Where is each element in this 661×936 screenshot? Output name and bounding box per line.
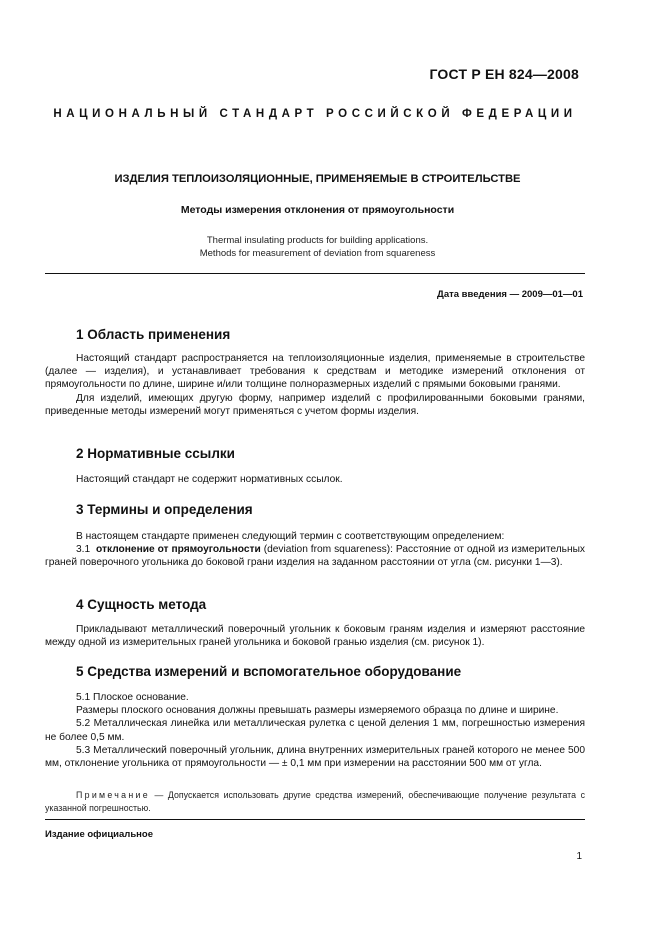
section-5-item-5-2: 5.2 Металлическая линейка или металлическая рулетка с ценой деления 1 мм, погрешностью измерения не более 0,5 мм. [45,718,585,743]
section-2-body [45,473,585,486]
section-1-paragraph-1: Настоящий стандарт распространяется на теплоизоляционные изделия, применяемые в строительстве (далее — изделия), и устанавливает требования к средствам и методике измерений отклонения от прямоугольности по длине, ширине и/или толщине полноразмерных изделий с прямыми боковыми гранями. [45,353,585,391]
section-2-paragraph-1: Настоящий стандарт не содержит нормативных ссылок. [76,474,343,485]
section-1-heading: 1 Область применения [76,327,231,342]
footer-divider [45,819,585,820]
section-5-item-5-3: 5.3 Металлический поверочный угольник, длина внутренних измерительных граней которого не менее 500 мм, отклонение угольника от прямоугольности — ± 0,1 мм при измерении на расстоянии 500 мм от угла. [45,744,585,770]
term-definition-text: (deviation from squareness): Расстояние от одной из измерительных граней поверочного угольника до боковой грани изделия на заданном расстоянии от угла (см. рисунки 1—3). [45,544,585,569]
section-5-heading: 5 Средства измерений и вспомогательное оборудование [76,664,462,679]
section-3-heading: 3 Термины и определения [76,502,253,517]
section-5-item-5-1-detail: Размеры плоского основания должны превышать размеры измеряемого образца по длине и ширине. [76,705,559,717]
section-5-body [45,691,585,770]
section-5-item-5-1: 5.1 Плоское основание. [76,692,189,703]
document-number: ГОСТ Р ЕН 824—2008 [429,66,579,82]
introduction-date: Дата введения — 2009—01—01 [437,289,583,300]
document-subtitle: Методы измерения отклонения от прямоугольности [180,204,455,216]
term-definition [45,543,585,569]
english-title-line-2: Methods for measurement of deviation from squareness [199,248,436,259]
edition-label: Издание официальное [45,829,153,840]
section-4-paragraph-1: Прикладывают металлический поверочный угольник к боковым граням изделия и измеряют расстояние между одной из измерительных граней угольника и боковой гранью изделия (см. рисунок 1). [45,624,585,649]
document-title: ИЗДЕЛИЯ ТЕПЛОИЗОЛЯЦИОННЫЕ, ПРИМЕНЯЕМЫЕ В СТРОИТЕЛЬСТВЕ [114,173,521,185]
section-4-heading: 4 Сущность метода [76,597,207,612]
section-3-body [45,530,585,570]
section-4-body [45,623,585,649]
term-number: 3.1 [76,544,91,556]
section-3-paragraph-1: В настоящем стандарте применен следующий термин с соответствующим определением: [76,531,505,542]
page-number: 1 [576,851,582,862]
english-title [45,234,590,260]
section-2-heading: 2 Нормативные ссылки [76,446,235,461]
english-title-line-1: Thermal insulating products for building applications. [206,235,429,246]
note-label: Примечание [76,790,150,800]
section-1-paragraph-2: Для изделий, имеющих другую форму, например изделий с профилированными боковыми гранями, приведенные методы измерений могут применяться с учетом формы изделия. [45,392,585,417]
term-name: отклонение от прямоугольности [96,544,261,556]
section-1-body [45,352,585,418]
national-standard-banner: НАЦИОНАЛЬНЫЙ СТАНДАРТ РОССИЙСКОЙ ФЕДЕРАЦИИ [53,108,577,120]
note-text: — Допускается использовать другие средства измерений, обеспечивающие получение результата с указанной погрешностью. [45,790,585,813]
header-divider [45,273,585,274]
section-5-note [45,789,585,815]
